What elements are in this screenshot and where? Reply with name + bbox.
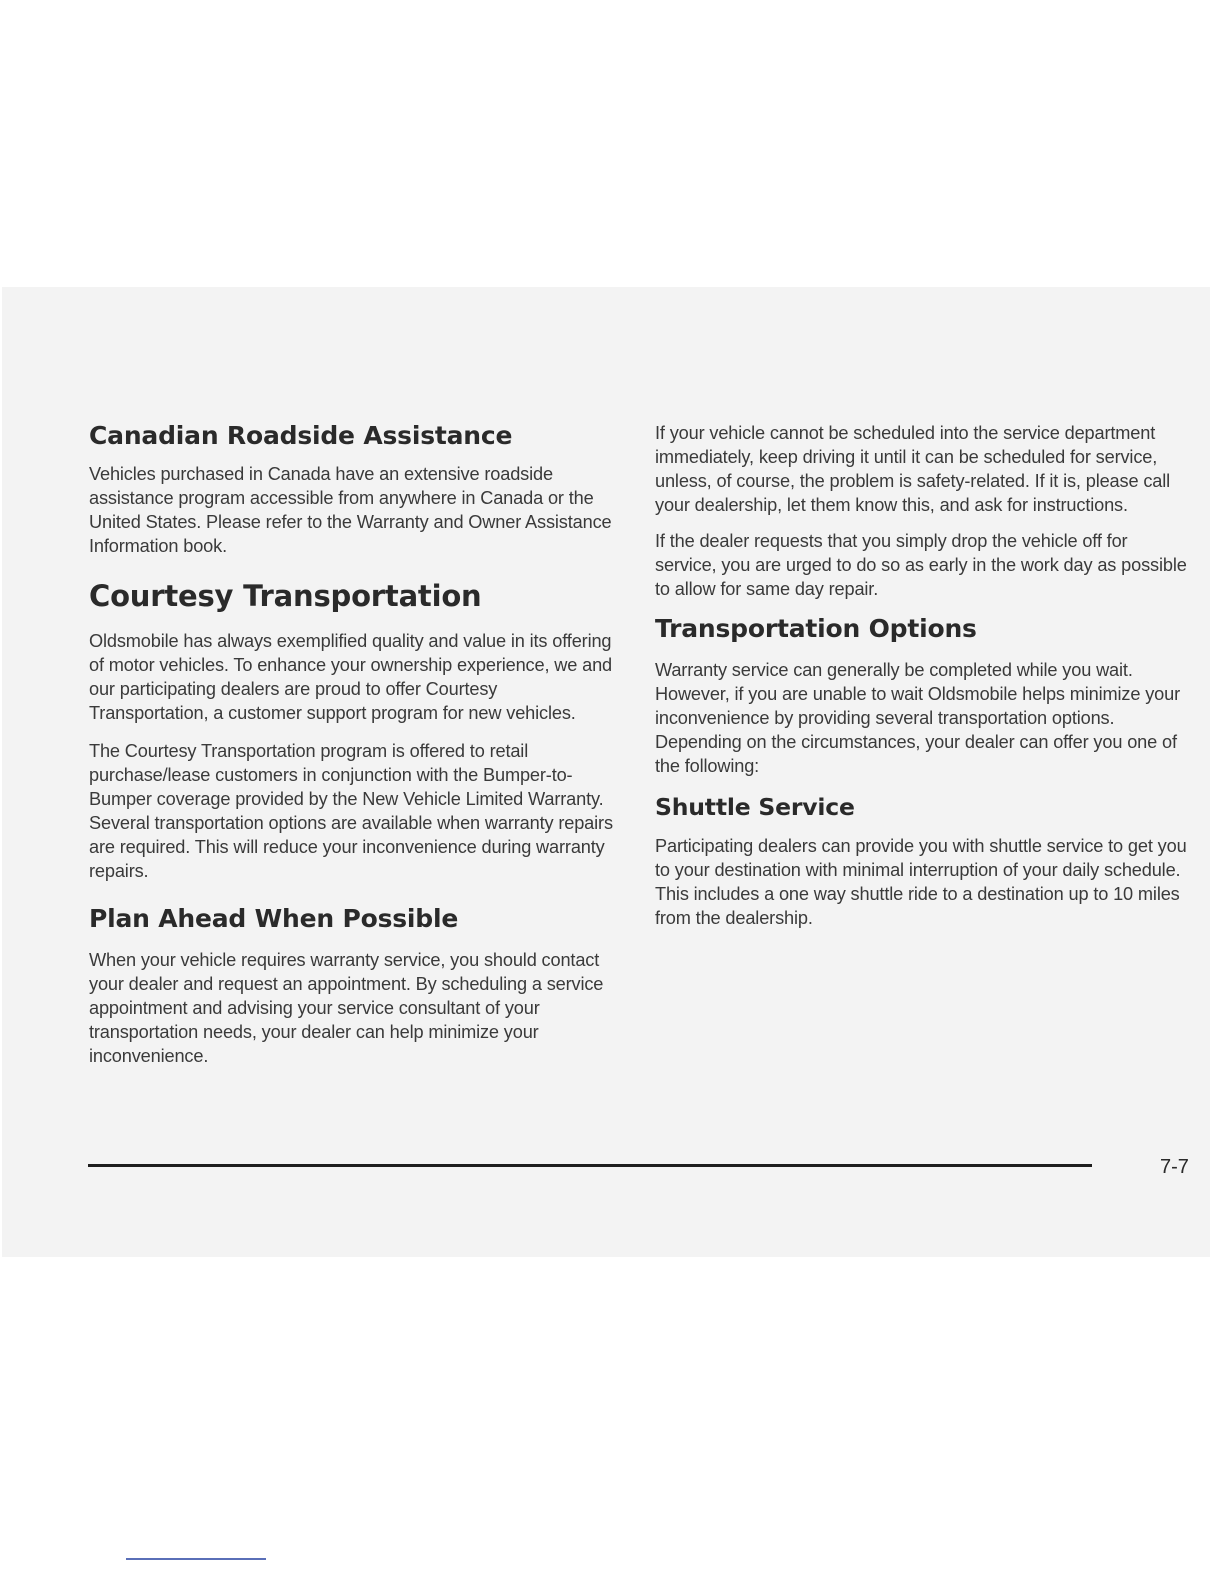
footnote-rule	[126, 1558, 266, 1560]
heading-shuttle-service: Shuttle Service	[655, 793, 855, 821]
paragraph-canadian-roadside: Vehicles purchased in Canada have an extensive roadside assistance program accessible from anywhere in Canada or the United States. Please refer to the Warranty and Owner Assistance Information book.	[89, 464, 612, 556]
paragraph-courtesy-2: The Courtesy Transportation program is offered to retail purchase/lease customers in conjunction with the Bumper-to-Bumper coverage provided by the New Vehicle Limited Warranty. Several transportation options are available when warranty repairs are required. This will reduce your inconvenience during warranty repairs.	[89, 741, 613, 881]
heading-plan-ahead: Plan Ahead When Possible	[89, 904, 459, 933]
paragraph-plan-ahead: When your vehicle requires warranty service, you should contact your dealer and request an appointment. By scheduling a service appointment and advising your service consultant of your transportation needs, your dealer can help minimize your inconvenience.	[89, 950, 604, 1066]
page-number: 7-7	[1160, 1156, 1189, 1178]
section-courtesy-transportation	[89, 578, 619, 883]
paragraph-schedule-service: If your vehicle cannot be scheduled into the service department immediately, keep driving it until it can be scheduled for service, unless, of course, the problem is safety-related. If it is, please call your dealership, let them know this, and ask for instructions.	[655, 423, 1171, 515]
section-canadian-roadside	[89, 420, 619, 558]
paragraph-transportation-options: Warranty service can generally be completed while you wait. However, if you are unable to wait Oldsmobile helps minimize your inconvenience by providing several transportation options. Depending on the circumstances, your dealer can offer you one of the following:	[655, 660, 1181, 776]
heading-courtesy-transportation: Courtesy Transportation	[89, 579, 482, 613]
paragraph-shuttle-service: Participating dealers can provide you with shuttle service to get you to your destination with minimal interruption of your daily schedule. This includes a one way shuttle ride to a destination up to 10 miles from the dealership.	[655, 836, 1187, 928]
section-transportation-options	[655, 613, 1190, 778]
heading-canadian-roadside-assistance: Canadian Roadside Assistance	[89, 421, 513, 450]
left-column	[89, 420, 619, 1068]
footer-rule	[88, 1164, 1092, 1167]
section-plan-ahead	[89, 903, 619, 1068]
heading-transportation-options: Transportation Options	[655, 614, 977, 643]
right-column	[655, 421, 1190, 930]
paragraph-courtesy-1: Oldsmobile has always exemplified quality and value in its offering of motor vehicles. To enhance your ownership experience, we and our participating dealers are proud to offer Courtesy Transportation, a customer support program for new vehicles.	[89, 631, 613, 723]
paragraph-drop-off: If the dealer requests that you simply drop the vehicle off for service, you are urged to do so as early in the work day as possible to allow for same day repair.	[655, 531, 1187, 599]
section-shuttle-service	[655, 792, 1190, 930]
